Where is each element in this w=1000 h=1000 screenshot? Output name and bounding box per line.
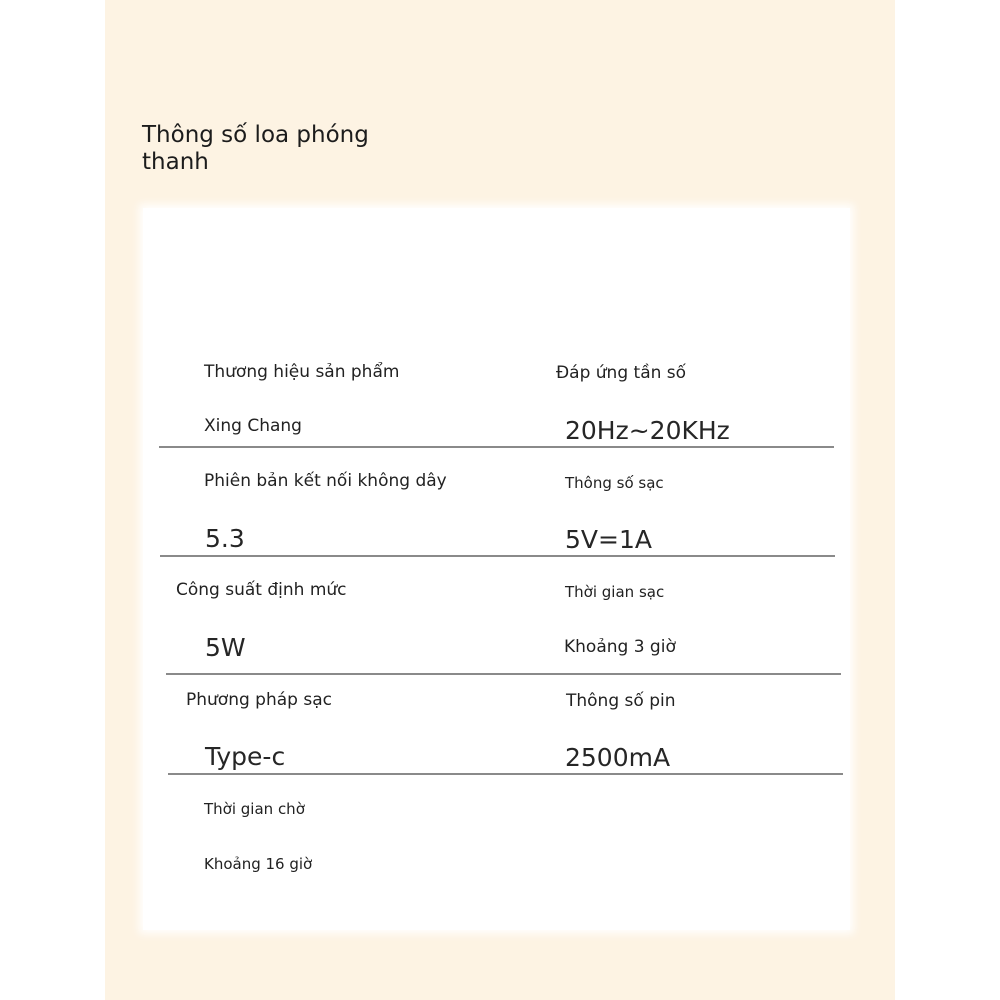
spec-value-charging-spec: 5V=1A	[565, 525, 652, 554]
spec-value-frequency-response: 20Hz~20KHz	[565, 416, 730, 445]
spec-value-charging-method: Type-c	[205, 742, 286, 771]
spec-label-wireless-version: Phiên bản kết nối không dây	[204, 471, 447, 491]
spec-value-charging-time: Khoảng 3 giờ	[564, 637, 676, 657]
row-divider	[168, 773, 843, 775]
spec-label-frequency-response: Đáp ứng tần số	[556, 363, 687, 383]
row-divider	[159, 446, 834, 448]
spec-label-charging-spec: Thông số sạc	[565, 474, 664, 492]
spec-value-standby-time: Khoảng 16 giờ	[204, 855, 313, 873]
spec-label-rated-power: Công suất định mức	[176, 580, 347, 600]
spec-value-brand: Xing Chang	[204, 416, 302, 436]
spec-value-battery-spec: 2500mA	[565, 743, 671, 772]
spec-label-brand: Thương hiệu sản phẩm	[204, 362, 400, 382]
row-divider	[160, 555, 835, 557]
spec-label-battery-spec: Thông số pin	[566, 691, 676, 711]
spec-label-charging-time: Thời gian sạc	[565, 583, 665, 601]
spec-label-charging-method: Phương pháp sạc	[186, 690, 332, 710]
spec-label-standby-time: Thời gian chờ	[204, 800, 305, 818]
spec-value-rated-power: 5W	[205, 633, 246, 662]
spec-value-wireless-version: 5.3	[205, 524, 245, 553]
page-title: Thông số loa phóng thanh	[142, 122, 369, 175]
row-divider	[166, 673, 841, 675]
spec-card	[143, 208, 850, 930]
